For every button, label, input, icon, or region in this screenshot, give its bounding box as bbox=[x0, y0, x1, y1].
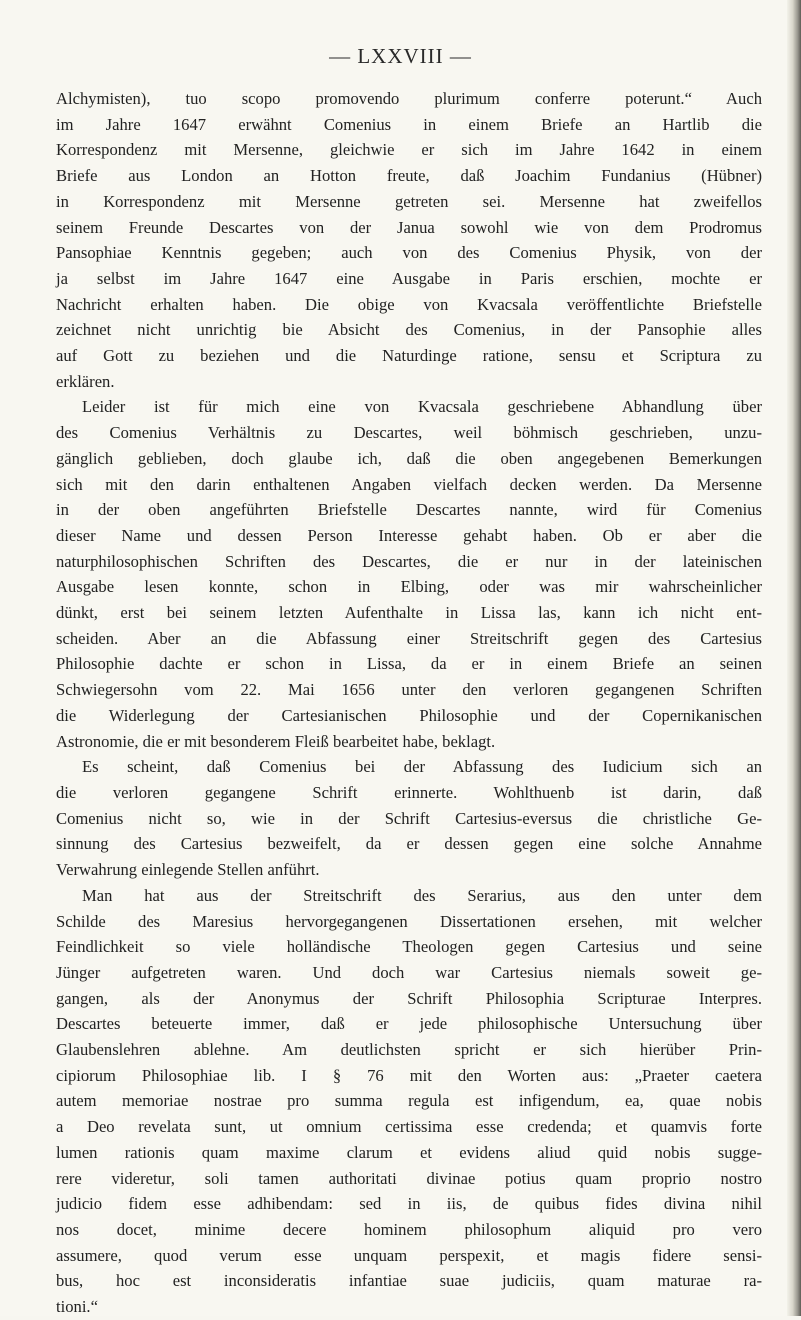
text-line: Nachricht erhalten haben. Die obige von Kvacsala veröffentlichte Briefstelle bbox=[56, 294, 762, 314]
text-line: die Widerlegung der Cartesianischen Philosophie und der Copernikanischen bbox=[56, 705, 762, 725]
text-line: Glaubenslehren ablehne. Am deutlichsten spricht er sich hierüber Prin- bbox=[56, 1040, 762, 1060]
text-line: dünkt, erst bei seinem letzten Aufenthalte in Lissa las, kann ich nicht ent- bbox=[56, 603, 762, 623]
text-line: Schilde des Maresius hervorgegangenen Dissertationen ersehen, mit welcher bbox=[56, 911, 762, 931]
text-line: Ausgabe lesen konnte, schon in Elbing, oder was mir wahrscheinlicher bbox=[56, 577, 762, 597]
text-line: nos docet, minime decere hominem philosophum aliquid pro vero bbox=[56, 1219, 762, 1239]
text-line: Korrespondenz mit Mersenne, gleichwie er sich im Jahre 1642 in einem bbox=[56, 140, 762, 160]
text-line: dieser Name und dessen Person Interesse gehabt haben. Ob er aber die bbox=[56, 525, 762, 545]
text-line: seinem Freunde Descartes von der Janua sowohl wie von dem Prodromus bbox=[56, 217, 762, 237]
text-line: sinnung des Cartesius bezweifelt, da er dessen gegen eine solche Annahme bbox=[56, 834, 762, 854]
text-line: in der oben angeführten Briefstelle Descartes nannte, wird für Comenius bbox=[56, 500, 762, 520]
text-line: Leider ist für mich eine von Kvacsala geschriebene Abhandlung über bbox=[82, 397, 762, 417]
text-line: tioni.“ bbox=[56, 1297, 98, 1317]
text-line: Schwiegersohn vom 22. Mai 1656 unter den verloren gegangenen Schriften bbox=[56, 680, 762, 700]
text-line: Feindlichkeit so viele holländische Theologen gegen Cartesius und seine bbox=[56, 937, 762, 957]
text-line: des Comenius Verhältnis zu Descartes, weil böhmisch geschrieben, unzu- bbox=[56, 423, 762, 443]
text-line: a Deo revelata sunt, ut omnium certissima esse credenda; et quamvis forte bbox=[56, 1117, 762, 1137]
page-number: — LXXVIII — bbox=[329, 44, 472, 68]
text-line: zeichnet nicht unrichtig bie Absicht des Comenius, in der Pansophie alles bbox=[56, 320, 762, 340]
text-line: gangen, als der Anonymus der Schrift Philosophia Scripturae Interpres. bbox=[56, 988, 762, 1008]
text-line: Verwahrung einlegende Stellen anführt. bbox=[56, 860, 320, 880]
text-line: Es scheint, daß Comenius bei der Abfassung des Iudicium sich an bbox=[82, 757, 762, 777]
text-line: in Korrespondenz mit Mersenne getreten sei. Mersenne hat zweifellos bbox=[56, 191, 762, 211]
text-line: lumen rationis quam maxime clarum et evidens aliud quid nobis sugge- bbox=[56, 1142, 762, 1162]
text-line: assumere, quod verum esse unquam perspexit, et magis fidere sensi- bbox=[56, 1245, 762, 1265]
text-line: die verloren gegangene Schrift erinnerte. Wohlthuenb ist darin, daß bbox=[56, 782, 762, 802]
text-line: rere videretur, soli tamen authoritati divinae potius quam proprio nostro bbox=[56, 1168, 762, 1188]
text-line: Pansophiae Kenntnis gegeben; auch von des Comenius Physik, von der bbox=[56, 243, 762, 263]
text-line: ja selbst im Jahre 1647 eine Ausgabe in Paris erschien, mochte er bbox=[56, 268, 762, 288]
text-line: Jünger aufgetreten waren. Und doch war Cartesius niemals soweit ge- bbox=[56, 962, 762, 982]
text-line: auf Gott zu beziehen und die Naturdinge ratione, sensu et Scriptura zu bbox=[56, 346, 762, 366]
text-line: naturphilosophischen Schriften des Descartes, die er nur in der lateinischen bbox=[56, 551, 762, 571]
text-line: gänglich geblieben, doch glaube ich, daß die oben angegebenen Bemerkungen bbox=[56, 448, 762, 468]
text-line: Alchymisten), tuo scopo promovendo plurimum conferre poterunt.“ Auch bbox=[56, 89, 762, 108]
text-line: Man hat aus der Streitschrift des Serarius, aus den unter dem bbox=[82, 885, 762, 905]
text-line: sich mit den darin enthaltenen Angaben vielfach decken werden. Da Mersenne bbox=[56, 474, 762, 494]
text-line: scheiden. Aber an die Abfassung einer Streitschrift gegen des Cartesius bbox=[56, 628, 762, 648]
text-line: Briefe aus London an Hotton freute, daß Joachim Fundanius (Hübner) bbox=[56, 166, 762, 186]
page-edge-shadow bbox=[787, 0, 801, 1316]
text-line: Astronomie, die er mit besonderem Fleiß bearbeitet habe, beklagt. bbox=[56, 731, 496, 751]
text-line: judicio fidem esse adhibendam: sed in iis, de quibus fides divina nihil bbox=[56, 1194, 762, 1214]
text-line: Comenius nicht so, wie in der Schrift Cartesius-eversus die christliche Ge- bbox=[56, 808, 762, 828]
text-line: autem memoriae nostrae pro summa regula est infigendum, ea, quae nobis bbox=[56, 1091, 762, 1111]
text-line: Descartes beteuerte immer, daß er jede philosophische Untersuchung über bbox=[56, 1014, 762, 1034]
text-line: Philosophie dachte er schon in Lissa, da er in einem Briefe an seinen bbox=[56, 654, 762, 674]
text-line: bus, hoc est inconsideratis infantiae suae judiciis, quam maturae ra- bbox=[56, 1271, 762, 1291]
text-line: im Jahre 1647 erwähnt Comenius in einem Briefe an Hartlib die bbox=[56, 114, 762, 134]
text-line: cipiorum Philosophiae lib. I § 76 mit den Worten aus: „Praeter caetera bbox=[56, 1065, 762, 1085]
text-line: erklären. bbox=[56, 371, 115, 391]
body-text bbox=[56, 86, 762, 1320]
